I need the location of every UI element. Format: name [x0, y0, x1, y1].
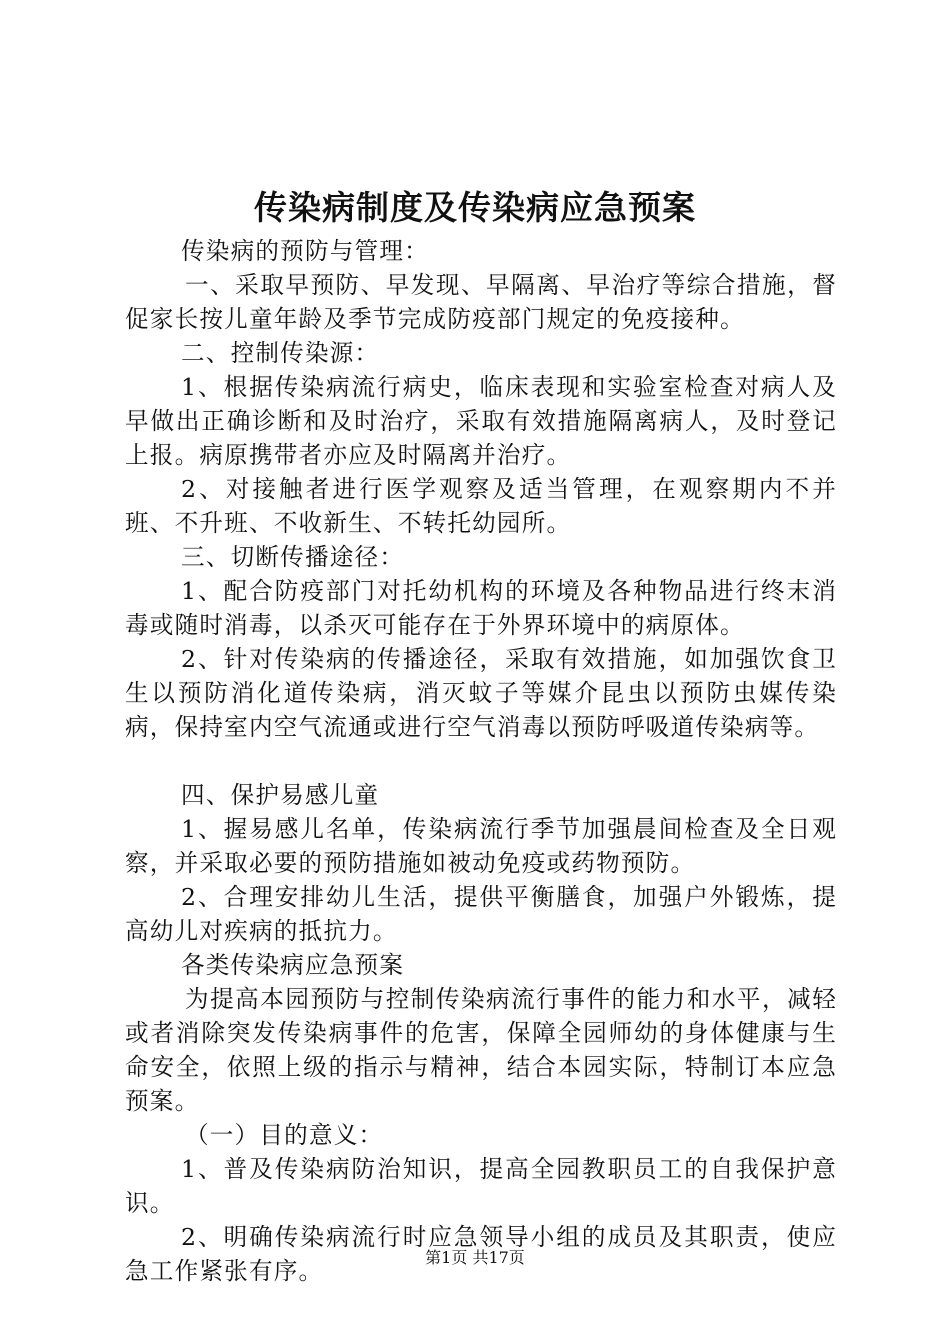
- paragraph: 四、保护易感儿童: [181, 781, 380, 809]
- document-body: [125, 234, 837, 1288]
- paragraph: 1、根据传染病流行病史，临床表现和实验室检查对病人及早做出正确诊断和及时治疗，采取有效措施隔离病人，及时登记上报。病原携带者亦应及时隔离并治疗。: [125, 373, 837, 469]
- paragraph: 1、握易感儿名单，传染病流行季节加强晨间检查及全日观察，并采取必要的预防措施如被动免疫或药物预防。: [125, 815, 837, 877]
- paragraph: 二、控制传染源：: [181, 339, 380, 367]
- paragraph: 为提高本园预防与控制传染病流行事件的能力和水平，减轻或者消除突发传染病事件的危害，保障全园师幼的身体健康与生命安全，依照上级的指示与精神，结合本园实际，特制订本应急预案。: [125, 985, 837, 1115]
- blank-line: [125, 744, 837, 778]
- paragraph: 各类传染病应急预案: [181, 951, 405, 979]
- paragraph: 传染病的预防与管理：: [181, 237, 429, 265]
- paragraph: 2、对接触者进行医学观察及适当管理，在观察期内不并班、不升班、不收新生、不转托幼园所。: [125, 475, 837, 537]
- paragraph: 2、合理安排幼儿生活，提供平衡膳食，加强户外锻炼，提高幼儿对疾病的抵抗力。: [125, 883, 837, 945]
- paragraph: （一）目的意义：: [185, 1121, 384, 1149]
- paragraph: 2、针对传染病的传播途径，采取有效措施，如加强饮食卫生以预防消化道传染病，消灭蚊子等媒介昆虫以预防虫媒传染病，保持室内空气流通或进行空气消毒以预防呼吸道传染病等。: [125, 645, 837, 741]
- paragraph: 一、采取早预防、早发现、早隔离、早治疗等综合措施，督促家长按儿童年龄及季节完成防疫部门规定的免疫接种。: [125, 271, 837, 333]
- page-title: 传染病制度及传染病应急预案: [254, 188, 696, 227]
- paragraph: 1、配合防疫部门对托幼机构的环境及各种物品进行终末消毒或随时消毒，以杀灭可能存在于外界环境中的病原体。: [125, 577, 837, 639]
- page-footer: 第1页 共17页: [425, 1248, 525, 1267]
- paragraph: 三、切断传播途径：: [181, 543, 405, 571]
- paragraph: 2、明确传染病流行时应急领导小组的成员及其职责，使应急工作紧张有序。: [125, 1223, 837, 1285]
- paragraph: 1、普及传染病防治知识，提高全园教职员工的自我保护意识。: [125, 1155, 837, 1217]
